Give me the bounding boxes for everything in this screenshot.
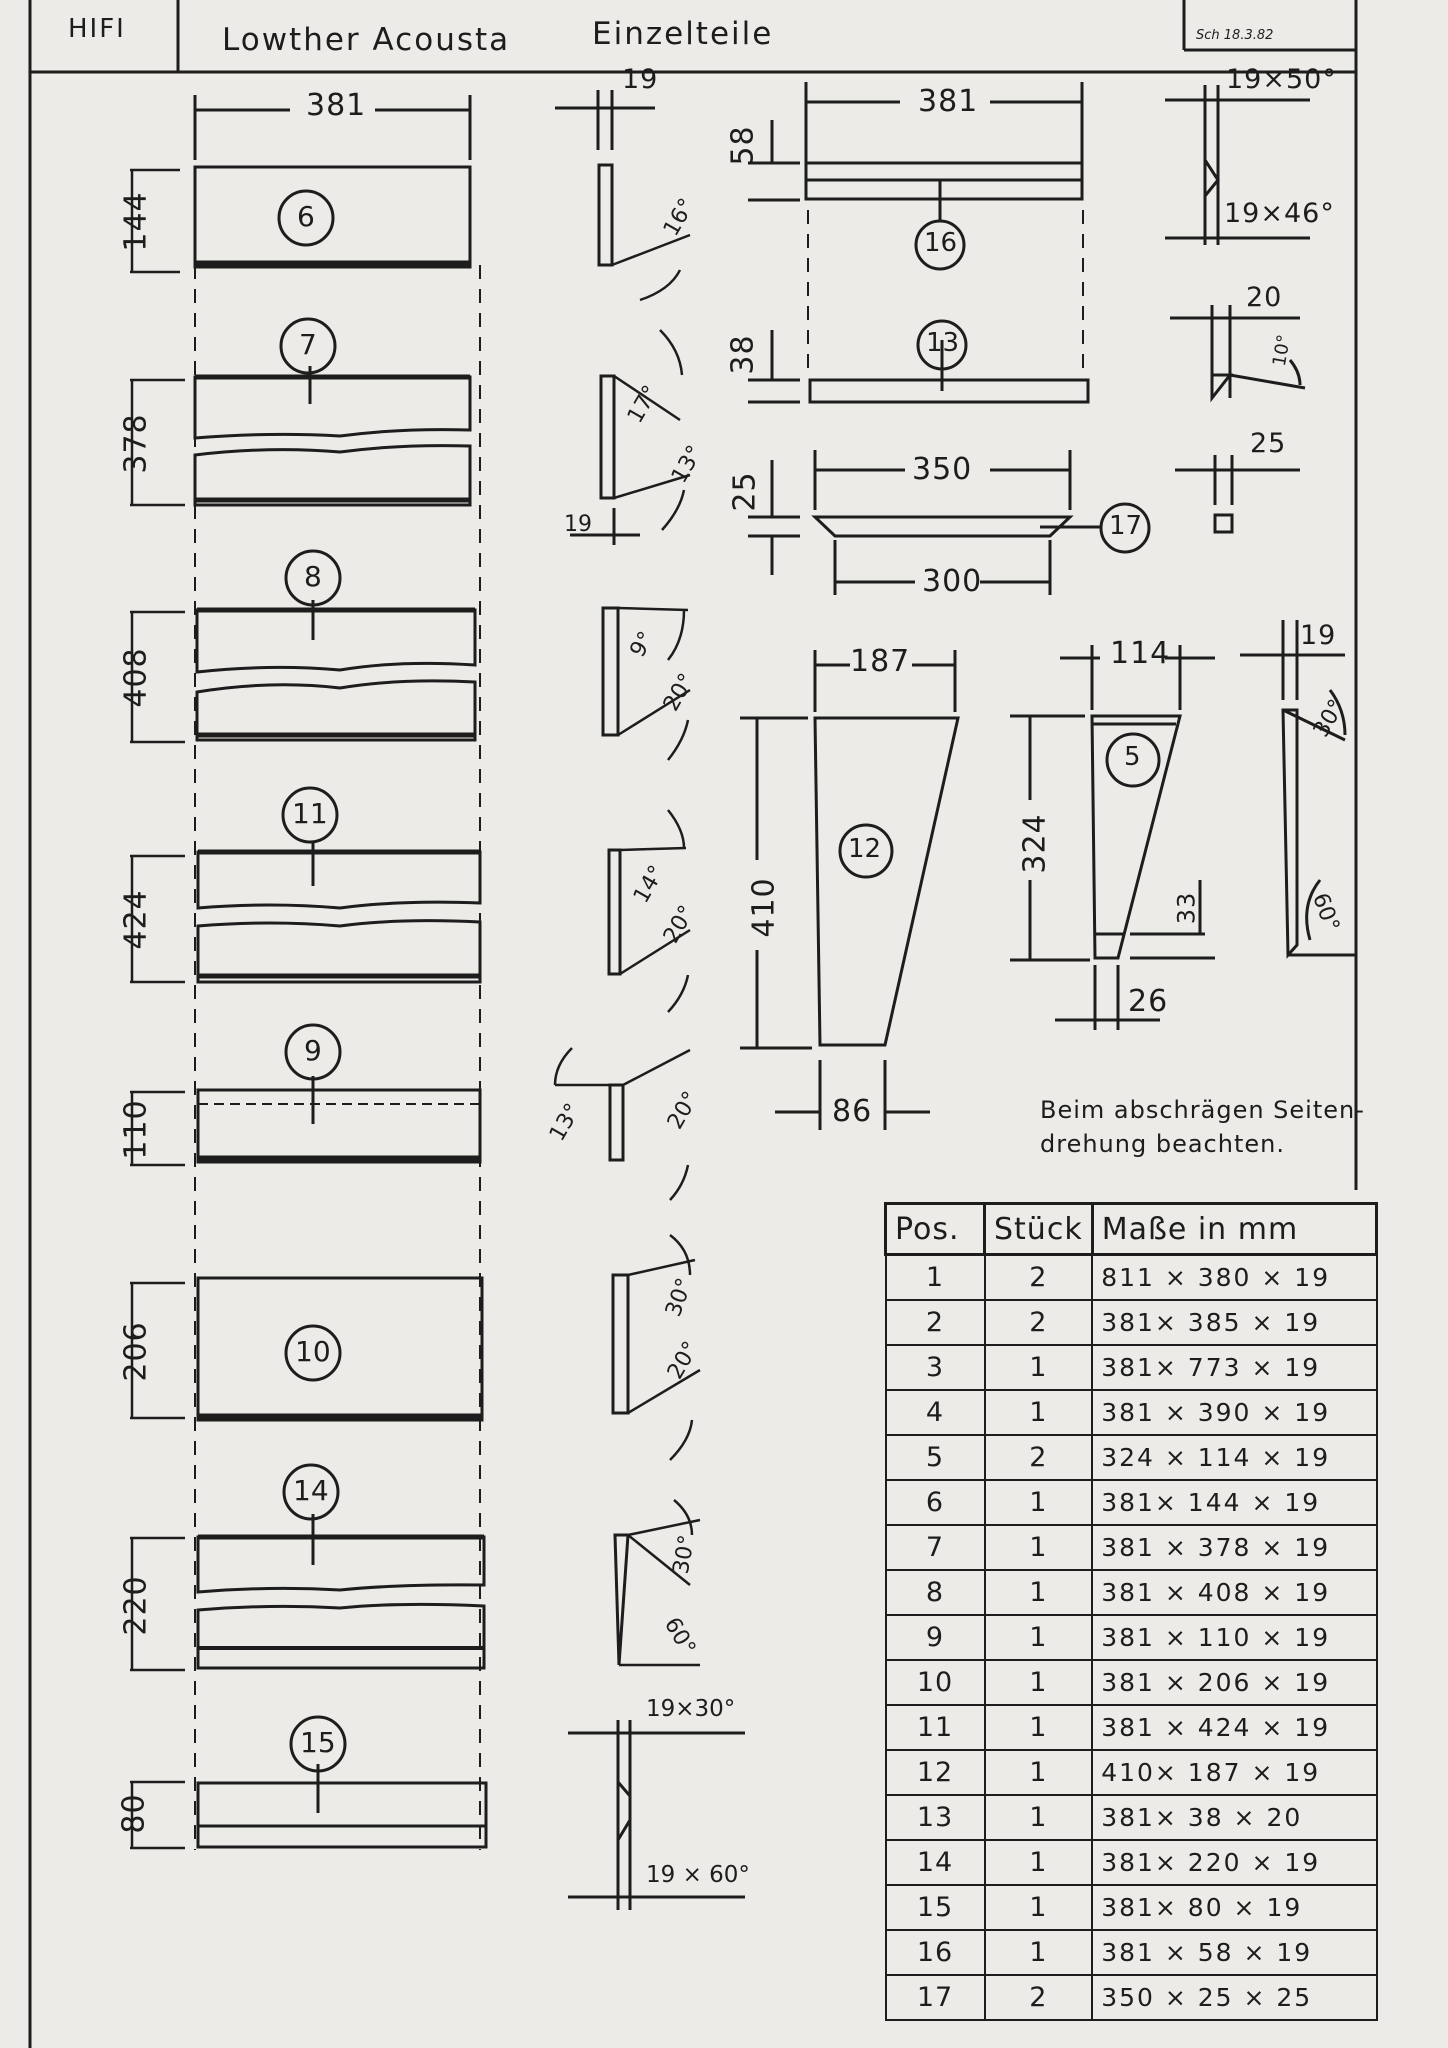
panel-12 (815, 718, 958, 1045)
drawing-subtitle: Einzelteile (592, 16, 774, 52)
cell-dims: 811 × 380 × 19 (1092, 1255, 1376, 1301)
cell-dims: 381× 38 × 20 (1092, 1795, 1376, 1840)
section-13 (1212, 375, 1230, 398)
dim-12-bottom: 86 (832, 1094, 873, 1129)
cell-dims: 381 × 390 × 19 (1092, 1390, 1376, 1435)
angle-13b: 13° (544, 1099, 587, 1146)
cell-qty: 2 (985, 1300, 1093, 1345)
cell-dims: 381× 220 × 19 (1092, 1840, 1376, 1885)
section-11 (609, 850, 620, 974)
cell-dims: 381× 773 × 19 (1092, 1345, 1376, 1390)
pos-label-13: 13 (926, 328, 960, 358)
cell-qty: 2 (985, 1255, 1093, 1301)
column-header-dims: Maße in mm (1092, 1204, 1376, 1255)
cell-dims: 381× 80 × 19 (1092, 1885, 1376, 1930)
cell-pos: 16 (886, 1930, 985, 1975)
drawing-code: HIFI (68, 14, 126, 44)
dim-height-14: 220 (118, 1575, 154, 1636)
section-15 (618, 1782, 630, 1840)
cell-qty: 1 (985, 1615, 1093, 1660)
table-header-row (886, 1204, 1377, 1255)
cell-qty: 1 (985, 1930, 1093, 1975)
cell-dims: 350 × 25 × 25 (1092, 1975, 1376, 2020)
pos-label-8: 8 (304, 560, 322, 593)
table-row (886, 1345, 1377, 1390)
section-14 (615, 1535, 628, 1665)
dim-height-9: 110 (118, 1099, 154, 1160)
cell-pos: 5 (886, 1435, 985, 1480)
pos-label-11: 11 (292, 797, 328, 830)
s2-label: 20 (1246, 282, 1283, 313)
angle-30c: 30° (1308, 695, 1351, 742)
dim-12-top: 187 (850, 644, 911, 679)
panel-11-bottom (198, 921, 480, 982)
cell-qty: 1 (985, 1795, 1093, 1840)
parts-table (884, 1202, 1378, 2021)
dim-12-height: 410 (746, 877, 782, 938)
cell-dims: 381 × 206 × 19 (1092, 1660, 1376, 1705)
angle-20d: 20° (662, 1337, 705, 1384)
panel-11-top (198, 852, 480, 908)
angle-marks (555, 235, 700, 1665)
cell-dims: 410× 187 × 19 (1092, 1750, 1376, 1795)
cell-pos: 9 (886, 1615, 985, 1660)
strip-17 (815, 517, 1070, 536)
angle-17: 17° (622, 381, 665, 428)
dim-17-height: 25 (727, 471, 763, 512)
table-row (886, 1750, 1377, 1795)
cell-pos: 12 (886, 1750, 985, 1795)
cell-qty: 2 (985, 1975, 1093, 2020)
pos-label-9: 9 (304, 1034, 322, 1067)
cell-qty: 1 (985, 1525, 1093, 1570)
cell-qty: 2 (985, 1435, 1093, 1480)
table-row (886, 1570, 1377, 1615)
cell-qty: 1 (985, 1705, 1093, 1750)
cell-pos: 10 (886, 1660, 985, 1705)
pos-label-14: 14 (293, 1474, 329, 1507)
panel-8-top (197, 610, 475, 672)
cell-qty: 1 (985, 1660, 1093, 1705)
cell-pos: 8 (886, 1570, 985, 1615)
angle-20a: 20° (658, 669, 701, 716)
cell-pos: 13 (886, 1795, 985, 1840)
s4-label: 19 (1300, 620, 1337, 651)
dim-13-height: 38 (725, 334, 761, 375)
cell-qty: 1 (985, 1345, 1093, 1390)
table-row (886, 1885, 1377, 1930)
dim-height-10: 206 (118, 1321, 154, 1382)
table-row (886, 1840, 1377, 1885)
cell-pos: 3 (886, 1345, 985, 1390)
dim-thickness-top: 19 (622, 64, 659, 95)
cell-dims: 381 × 408 × 19 (1092, 1570, 1376, 1615)
dim-5-top: 114 (1110, 636, 1171, 671)
cell-qty: 1 (985, 1840, 1093, 1885)
cell-pos: 6 (886, 1480, 985, 1525)
dim-16-width: 381 (918, 84, 979, 119)
table-row (886, 1525, 1377, 1570)
table-row (886, 1615, 1377, 1660)
panel-7-bottom (195, 446, 470, 505)
cell-pos: 4 (886, 1390, 985, 1435)
angle-60b: 60° (1307, 889, 1344, 936)
strip-13 (810, 380, 1088, 402)
angle-10: 10° (1268, 332, 1296, 369)
table-row (886, 1975, 1377, 2020)
dim-bevel-bottom: 19 × 60° (646, 1862, 750, 1888)
angle-30b: 30° (668, 1533, 701, 1576)
section-8 (603, 608, 618, 735)
cell-dims: 324 × 114 × 19 (1092, 1435, 1376, 1480)
dim-height-11: 424 (118, 889, 154, 950)
table-row (886, 1255, 1377, 1301)
angle-60a: 60° (658, 1613, 701, 1660)
panel-15 (198, 1783, 486, 1847)
dim-height-7: 378 (118, 413, 154, 474)
s3-label: 25 (1250, 428, 1287, 459)
angle-14: 14° (628, 861, 671, 908)
dim-5-height: 324 (1017, 813, 1053, 874)
cell-dims: 381 × 424 × 19 (1092, 1705, 1376, 1750)
cell-pos: 17 (886, 1975, 985, 2020)
table-row (886, 1795, 1377, 1840)
dim-height-6: 144 (118, 191, 154, 252)
drawing-title: Lowther Acousta (222, 22, 511, 58)
pos-label-12: 12 (848, 834, 882, 864)
pos-label-16: 16 (924, 228, 958, 258)
angle-16: 16° (658, 194, 701, 241)
cell-pos: 1 (886, 1255, 985, 1301)
dim-height-8: 408 (118, 647, 154, 708)
angle-9: 9° (625, 627, 660, 662)
parts-table-body (886, 1255, 1377, 2021)
cell-qty: 1 (985, 1570, 1093, 1615)
dim-5-small: 33 (1172, 891, 1201, 925)
column-header-pos: Pos. (886, 1204, 985, 1255)
cell-qty: 1 (985, 1480, 1093, 1525)
cell-dims: 381 × 58 × 19 (1092, 1930, 1376, 1975)
cell-qty: 1 (985, 1885, 1093, 1930)
cell-dims: 381× 385 × 19 (1092, 1300, 1376, 1345)
pos-label-5: 5 (1124, 742, 1141, 772)
pos-label-6: 6 (297, 200, 315, 233)
dim-height-15: 80 (116, 1793, 152, 1834)
pos-label-17: 17 (1109, 511, 1143, 541)
pos-label-10: 10 (295, 1335, 331, 1368)
dim-bevel-top: 19×30° (646, 1696, 736, 1722)
angle-13a: 13° (666, 441, 709, 488)
panel-7-top (195, 377, 470, 438)
cell-qty: 1 (985, 1390, 1093, 1435)
section-5 (1283, 710, 1297, 955)
table-row (886, 1660, 1377, 1705)
s1-bottom-label: 19×46° (1224, 198, 1335, 229)
note-line-2: drehung beachten. (1040, 1130, 1285, 1158)
table-row (886, 1390, 1377, 1435)
pos-label-7: 7 (299, 328, 317, 361)
cell-dims: 381 × 378 × 19 (1092, 1525, 1376, 1570)
section-7 (601, 376, 614, 498)
dim-thickness-mid: 19 (564, 512, 592, 537)
angle-20b: 20° (658, 901, 701, 948)
cell-pos: 2 (886, 1300, 985, 1345)
s2-angle (1230, 375, 1305, 388)
section-9 (610, 1085, 623, 1160)
angle-30a: 30° (661, 1274, 698, 1321)
table-row (886, 1300, 1377, 1345)
angle-20c: 20° (662, 1087, 705, 1134)
panel-14-top (198, 1537, 484, 1592)
dim-16-height: 58 (725, 125, 761, 166)
s2-arc (1290, 360, 1300, 385)
table-row (886, 1480, 1377, 1525)
panel-8-bottom (197, 681, 475, 740)
table-row (886, 1930, 1377, 1975)
cell-dims: 381 × 110 × 19 (1092, 1615, 1376, 1660)
cell-pos: 14 (886, 1840, 985, 1885)
dim-17-top: 350 (912, 452, 973, 487)
panel-14-bottom (198, 1604, 484, 1668)
s1-top-label: 19×50° (1226, 64, 1337, 95)
table-row (886, 1435, 1377, 1480)
pos-label-15: 15 (300, 1726, 336, 1759)
section-16 (1205, 160, 1218, 196)
column-header-qty: Stück (985, 1204, 1093, 1255)
cell-qty: 1 (985, 1750, 1093, 1795)
dim-17-bottom: 300 (922, 564, 983, 599)
dim-width-label: 381 (306, 88, 367, 123)
cell-pos: 7 (886, 1525, 985, 1570)
cell-pos: 15 (886, 1885, 985, 1930)
signature: Sch 18.3.82 (1196, 28, 1274, 43)
dim-5-bottom: 26 (1128, 984, 1169, 1019)
cell-pos: 11 (886, 1705, 985, 1750)
section-10 (613, 1275, 628, 1413)
section-6 (599, 165, 612, 265)
note-line-1: Beim abschrägen Seiten- (1040, 1096, 1365, 1124)
panel-9 (198, 1090, 480, 1162)
section-17 (1215, 515, 1232, 532)
table-row (886, 1705, 1377, 1750)
cell-dims: 381× 144 × 19 (1092, 1480, 1376, 1525)
